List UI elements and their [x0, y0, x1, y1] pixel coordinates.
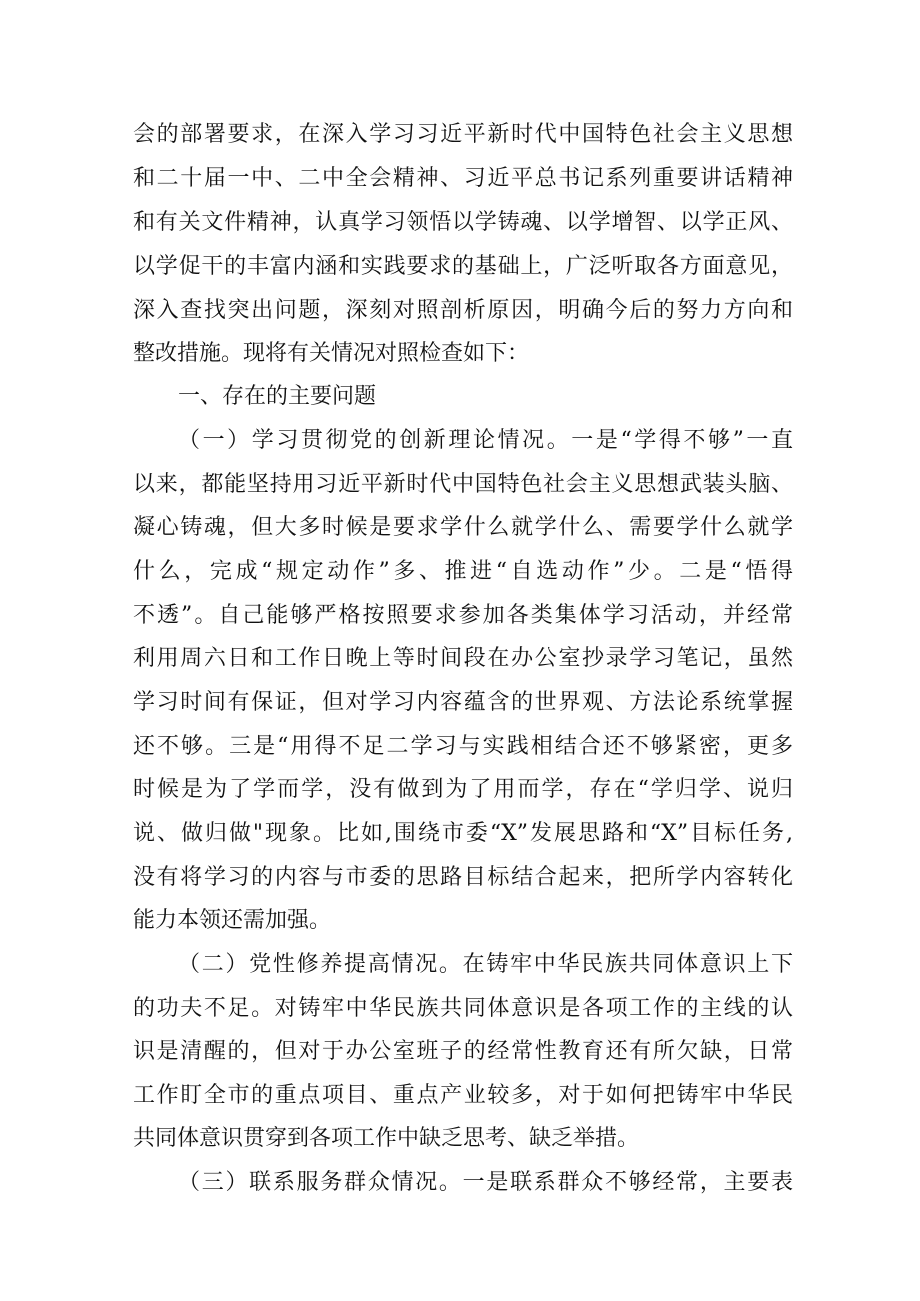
paragraph-line: （一）学习贯彻党的创新理论情况。一是“学得不够”一直 [178, 428, 793, 453]
paragraph-line: 说、做归做"现象。比如,围绕市委“X”发展思路和“X”目标任务, [133, 821, 793, 846]
paragraph-line: 时候是为了学而学，没有做到为了用而学，存在“学归学、说归 [133, 777, 793, 802]
paragraph-line: 的功夫不足。对铸牢中华民族共同体意识是各项工作的主线的认 [133, 996, 793, 1021]
paragraph-line: 深入查找突出问题，深刻对照剖析原因，明确今后的努力方向和 [133, 298, 793, 323]
paragraph-line: 以来，都能坚持用习近平新时代中国特色社会主义思想武装头脑、 [133, 472, 793, 497]
paragraph-line: 以学促干的丰富内涵和实践要求的基础上，广泛听取各方面意见， [133, 254, 793, 279]
paragraph-line: 凝心铸魂，但大多时候是要求学什么就学什么、需要学什么就学 [133, 515, 793, 540]
paragraph-line: 不透”。自己能够严格按照要求参加各类集体学习活动，并经常 [133, 603, 793, 628]
paragraph-line: 还不够。三是“用得不足二学习与实践相结合还不够紧密，更多 [133, 734, 793, 759]
paragraph-line: 能力本领还需加强。 [133, 908, 332, 933]
paragraph-line: 共同体意识贯穿到各项工作中缺乏思考、缺乏举措。 [133, 1126, 640, 1151]
paragraph-line: 利用周六日和工作日晚上等时间段在办公室抄录学习笔记，虽然 [133, 646, 793, 671]
paragraph-line: （二）党性修养提高情况。在铸牢中华民族共同体意识上下 [178, 952, 793, 977]
paragraph-line: 没有将学习的内容与市委的思路目标结合起来，把所学内容转化 [133, 865, 793, 890]
paragraph-line: 整改措施。现将有关情况对照检查如下： [133, 341, 530, 366]
paragraph-line: （三）联系服务群众情况。一是联系群众不够经常，主要表 [178, 1170, 793, 1195]
section-heading: 一、存在的主要问题 [178, 384, 377, 409]
paragraph-line: 学习时间有保证，但对学习内容蕴含的世界观、方法论系统掌握 [133, 690, 793, 715]
paragraph-line: 识是清醒的，但对于办公室班子的经常性教育还有所欠缺，日常 [133, 1039, 793, 1064]
paragraph-line: 工作盯全市的重点项目、重点产业较多，对于如何把铸牢中华民 [133, 1083, 793, 1108]
paragraph-line: 和有关文件精神，认真学习领悟以学铸魂、以学增智、以学正风、 [133, 210, 793, 235]
paragraph-line: 会的部署要求，在深入学习习近平新时代中国特色社会主义思想 [133, 122, 793, 147]
paragraph-line: 和二十届一中、二中全会精神、习近平总书记系列重要讲话精神 [133, 166, 793, 191]
paragraph-line: 什么，完成“规定动作”多、推进“自选动作”少。二是“悟得 [133, 559, 793, 584]
